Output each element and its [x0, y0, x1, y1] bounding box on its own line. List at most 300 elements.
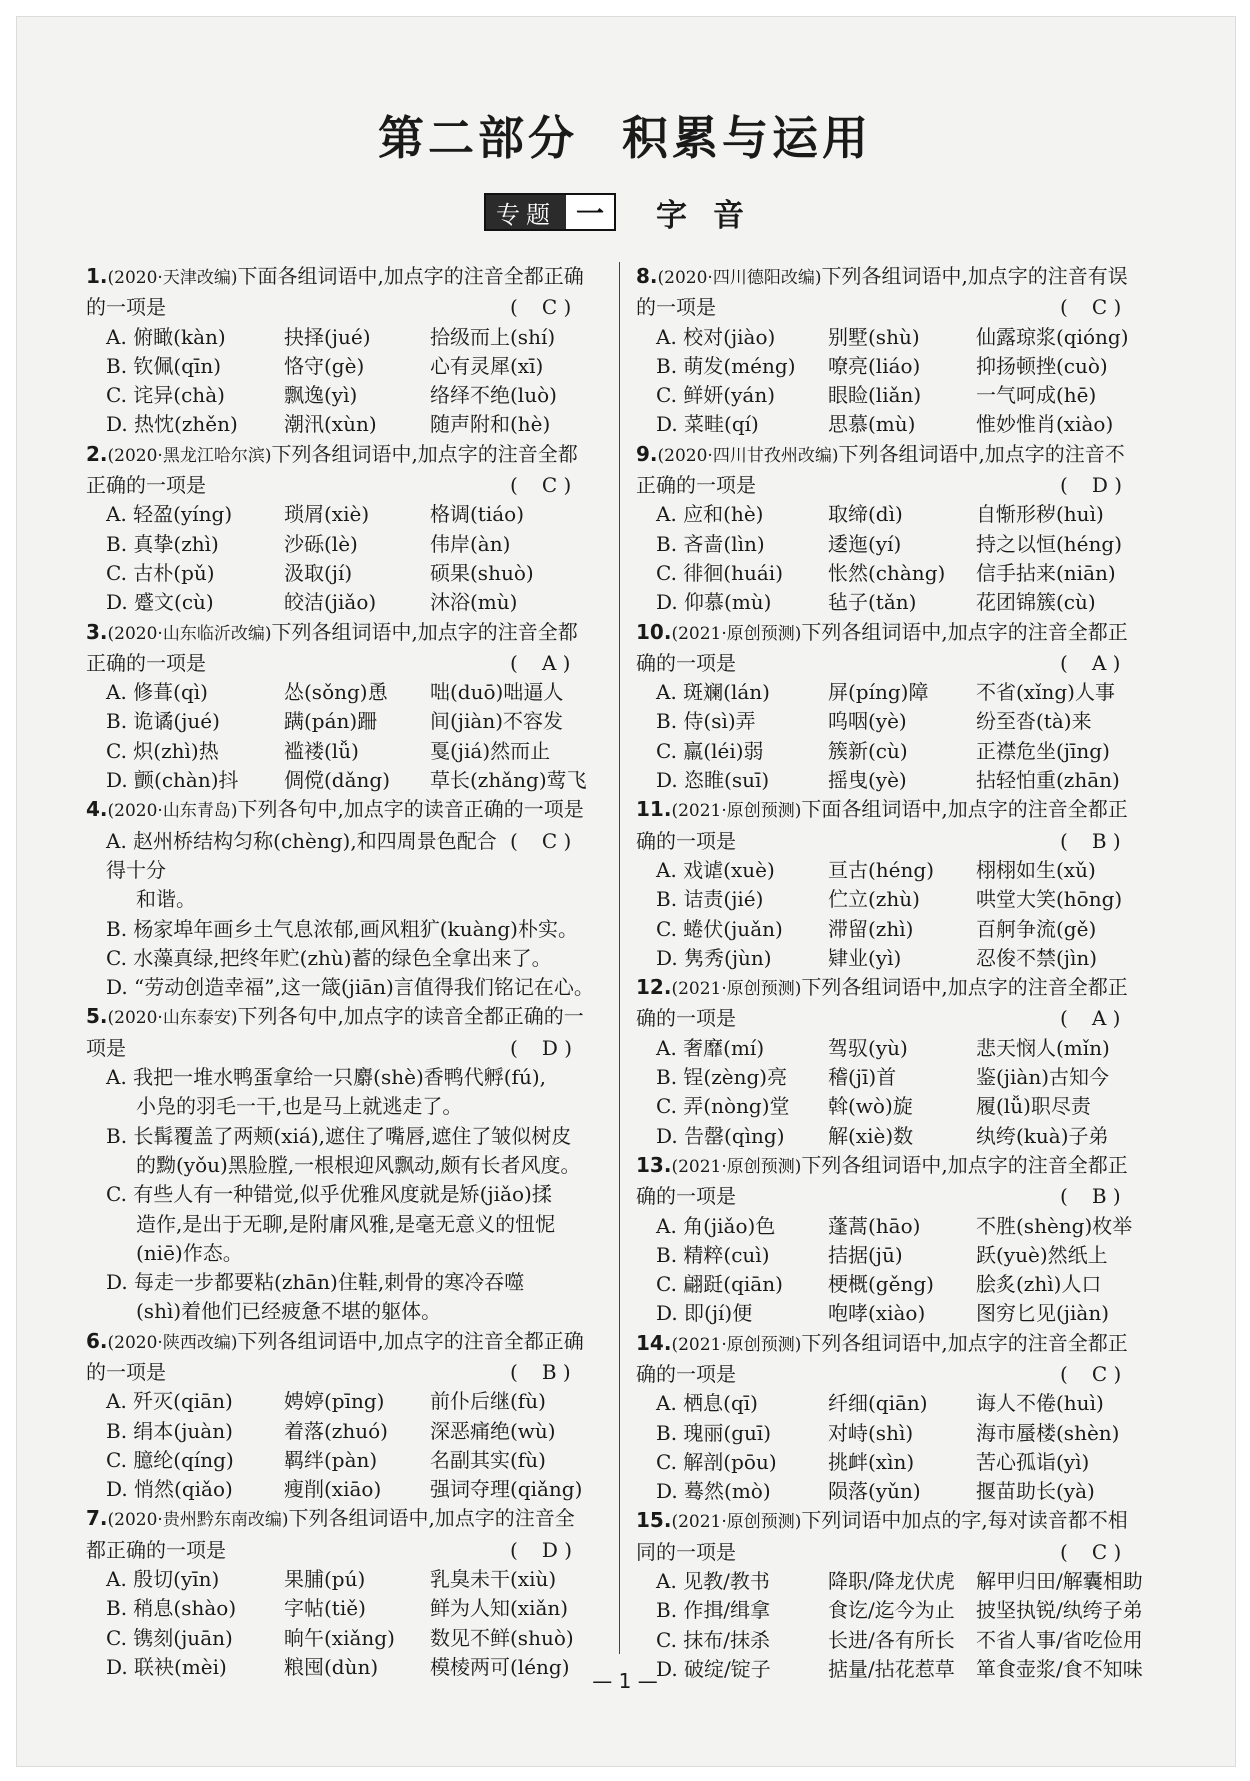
option-row: [86, 381, 594, 410]
answer-bracket: [1060, 293, 1144, 322]
question-source: (2020·天津改编): [107, 268, 238, 288]
option-word-1: C. 弄(nòng)堂: [656, 1094, 790, 1119]
option-word-1: B. 绢本(juàn): [106, 1418, 233, 1443]
question-number: 11.: [636, 797, 672, 822]
option-row: [86, 1624, 594, 1653]
option-word-2: 怅然(chàng): [828, 560, 946, 585]
question-block: [86, 1002, 594, 1326]
answer-bracket: [1060, 827, 1144, 856]
question-number: 3.: [86, 619, 108, 644]
option-row: [636, 1034, 1144, 1063]
question-block: [636, 1329, 1144, 1507]
bracket-open: (: [1060, 1361, 1068, 1386]
option-row: [86, 1475, 594, 1504]
question-text: 下列各组词语中,加点字的注音全都正确的一项是: [86, 441, 578, 498]
bracket-open: (: [1060, 650, 1068, 675]
option-word-2: 簇新(cù): [828, 738, 908, 763]
bracket-open: (: [1060, 1539, 1068, 1564]
bracket-close: ): [557, 473, 572, 498]
answer-letter: C: [541, 295, 558, 320]
option-word-1: D. 告罄(qìng): [656, 1123, 785, 1148]
page-number: — 1 —: [592, 1669, 658, 1693]
answer-bracket: [510, 1034, 594, 1063]
answer-bracket: [510, 1536, 594, 1565]
option-word-2: 潮汛(xùn): [284, 412, 377, 437]
answer-bracket: [1060, 649, 1144, 678]
option-word-1: C. 炽(zhì)热: [106, 738, 219, 763]
question-block: [86, 1504, 594, 1682]
answer-bracket: [1060, 1004, 1144, 1033]
option-row: [636, 1092, 1144, 1121]
sentence-line: B. 杨家埠年画乡土气息浓郁,画风粗犷(kuàng)朴实。: [106, 916, 578, 941]
option-row: [636, 1241, 1144, 1270]
option-word-1: D. 隽秀(jùn): [656, 945, 772, 970]
question-source: (2021·原创预测): [671, 1156, 802, 1177]
option-word-1: C. 抹布/抹杀: [656, 1627, 771, 1652]
bracket-close: ): [557, 295, 572, 320]
option-word-2: 毡子(tǎn): [828, 590, 917, 615]
question-text: 下列各组词语中,加点字的注音全都正确的一项是: [86, 619, 578, 675]
option-word-2: 滞留(zhì): [828, 916, 914, 941]
answer-bracket: [510, 293, 594, 322]
option-word-2: 果脯(pú): [284, 1567, 366, 1592]
bracket-close: ): [1106, 1184, 1121, 1209]
option-word-3: 百舸争流(gě): [976, 916, 1097, 941]
sentence-line: A. 赵州桥结构匀称(chèng),和四周景色配合得十分: [106, 828, 497, 882]
option-word-2: 解(xiè)数: [828, 1123, 914, 1148]
question-number: 6.: [86, 1328, 108, 1353]
part-name: 积累与运用: [622, 111, 872, 165]
option-word-2: 肄业(yì): [828, 945, 902, 970]
bracket-open: (: [1060, 828, 1068, 853]
option-word-3: 忍俊不禁(jìn): [976, 945, 1098, 970]
option-word-3: 披坚执锐/纨绔子弟: [976, 1598, 1143, 1623]
option-word-1: B. 作揖/缉拿: [656, 1598, 771, 1623]
option-word-1: B. 吝啬(lìn): [656, 531, 765, 556]
option-word-3: 不胜(shèng)枚举: [976, 1213, 1133, 1238]
option-word-3: 拾级而上(shí): [430, 324, 556, 349]
option-word-1: B. 瑰丽(guī): [656, 1420, 772, 1445]
bracket-open: (: [1060, 295, 1068, 320]
sentence-line: B. 长髯覆盖了两颊(xiá),遮住了嘴唇,遮住了皱似树皮: [106, 1123, 572, 1148]
option-word-1: B. 稍息(shào): [106, 1596, 237, 1621]
option-row: [636, 559, 1144, 588]
option-word-3: 不省人事/省吃俭用: [976, 1627, 1143, 1652]
option-word-1: B. 钦佩(qīn): [106, 353, 222, 378]
option-sentence: [86, 915, 594, 944]
question-source: (2020·山东泰安): [107, 1008, 238, 1029]
answer-letter: A: [1091, 1006, 1107, 1031]
question-block: [636, 618, 1144, 796]
topic-label: 专题: [486, 195, 566, 229]
question-number: 8.: [636, 264, 658, 288]
option-row: [636, 766, 1144, 795]
option-row: [636, 323, 1144, 352]
answer-letter: C: [541, 473, 558, 498]
sentence-line: C. 水藻真绿,把终年贮(zhù)蓄的绿色全拿出来了。: [106, 945, 552, 970]
option-word-2: 着落(zhuó): [284, 1418, 388, 1443]
option-word-3: 格调(tiáo): [430, 502, 525, 527]
option-word-2: 食讫/迄今为止: [828, 1598, 955, 1623]
option-word-1: D. 颤(chàn)抖: [106, 768, 239, 793]
question-text: 下列各组词语中,加点字的注音全都正确的一项是: [86, 1506, 575, 1562]
option-row: [636, 1389, 1144, 1418]
option-word-2: 沙砾(lè): [284, 531, 358, 556]
option-word-1: B. 精粹(cuì): [656, 1242, 770, 1267]
question-number: 14.: [636, 1330, 672, 1355]
option-row: [636, 1596, 1144, 1625]
bracket-close: ): [1107, 295, 1122, 320]
question-number: 9.: [636, 441, 658, 466]
option-word-3: 戛(jiá)然而止: [430, 738, 551, 763]
bracket-open: (: [1060, 1006, 1068, 1031]
option-word-1: C. 古朴(pǔ): [106, 560, 215, 585]
topic-header: [484, 194, 770, 234]
option-row: [86, 530, 594, 559]
option-word-2: 亘古(héng): [828, 857, 935, 882]
question-block: [636, 1506, 1144, 1684]
question-number: 10.: [636, 619, 672, 644]
option-word-1: D. 蹙文(cù): [106, 590, 214, 615]
option-word-2: 蹒(pán)跚: [284, 709, 378, 734]
bracket-close: ): [556, 1359, 571, 1384]
option-word-3: 乳臭未干(xiù): [430, 1567, 557, 1592]
option-word-1: C. 羸(léi)弱: [656, 738, 764, 763]
bracket-close: ): [1107, 1539, 1122, 1564]
question-source: (2020·四川甘孜州改编): [657, 445, 839, 466]
option-row: [86, 410, 594, 439]
answer-bracket: [1060, 1182, 1144, 1211]
question-stem: [636, 618, 1144, 679]
option-word-3: 箪食壶浆/食不知味: [976, 1656, 1143, 1681]
option-sentence: [86, 1063, 594, 1122]
option-sentence: [86, 973, 594, 1002]
option-row: [636, 588, 1144, 617]
option-word-3: 硕果(shuò): [430, 560, 534, 585]
option-row: [636, 352, 1144, 381]
option-word-2: 稽(jī)首: [828, 1065, 897, 1090]
option-word-1: C. 解剖(pōu): [656, 1449, 777, 1474]
option-word-3: 仙露琼浆(qióng): [976, 324, 1129, 349]
sentence-continuation: 小凫的羽毛一干,也是马上就逃走了。: [136, 1094, 463, 1119]
option-word-3: 不省(xǐng)人事: [976, 680, 1115, 705]
question-source: (2020·黑龙江哈尔滨): [107, 445, 272, 466]
bracket-open: (: [1060, 473, 1068, 498]
option-word-2: 对峙(shì): [828, 1420, 914, 1445]
bracket-close: ): [1107, 473, 1123, 498]
option-word-2: 屏(píng)障: [828, 680, 929, 705]
left-column: [86, 262, 594, 1682]
option-word-2: 陨落(yǔn): [828, 1479, 921, 1504]
option-row: [86, 1417, 594, 1446]
option-word-2: 别墅(shù): [828, 324, 920, 349]
question-text: 下列各组词语中,加点字的注音全都正确的一项是: [636, 1152, 1128, 1209]
option-sentence: [86, 1122, 594, 1181]
sentence-continuation: 的黝(yǒu)黑脸膛,一根根迎风飘动,颇有长者风度。: [136, 1152, 581, 1177]
bracket-open: (: [510, 295, 518, 320]
option-word-2: 梗概(gěng): [828, 1272, 934, 1297]
option-word-3: 解甲归田/解囊相助: [976, 1569, 1143, 1594]
option-word-3: 哄堂大笑(hōng): [976, 887, 1123, 912]
option-row: [636, 1299, 1144, 1328]
question-stem: [86, 1327, 594, 1388]
bracket-open: (: [510, 473, 518, 498]
option-word-3: 悲天悯人(mǐn): [976, 1035, 1110, 1060]
option-word-2: 思慕(mù): [828, 412, 916, 437]
option-row: [86, 500, 594, 529]
option-word-3: 信手拈来(niān): [976, 560, 1116, 585]
question-number: 13.: [636, 1152, 672, 1177]
question-text: 下列各组词语中,加点字的注音不正确的一项是: [636, 441, 1125, 498]
option-word-1: A. 应和(hè): [656, 502, 764, 527]
option-word-2: 粮囤(dùn): [284, 1654, 379, 1679]
option-word-1: A. 俯瞰(kàn): [106, 324, 226, 349]
question-block: [86, 440, 594, 618]
sentence-continuation: (niē)作态。: [136, 1240, 243, 1265]
question-stem: [86, 262, 594, 323]
option-word-1: A. 见教/教书: [656, 1569, 770, 1594]
question-block: [86, 618, 594, 796]
sentence-continuation: 和谐。: [136, 887, 196, 912]
option-word-2: 长进/各有所长: [828, 1627, 955, 1652]
question-source: (2020·贵州黔东南改编): [107, 1510, 289, 1531]
question-text: 下列各组词语中,加点字的注音有误的一项是: [636, 264, 1128, 320]
option-word-1: A. 轻盈(yíng): [106, 502, 233, 527]
option-word-1: A. 歼灭(qiān): [106, 1389, 233, 1414]
option-word-2: 娉婷(pīng): [284, 1389, 385, 1414]
option-word-3: 草长(zhǎng)莺飞: [430, 768, 587, 793]
question-number: 12.: [636, 975, 672, 1000]
option-word-2: 逶迤(yí): [828, 531, 902, 556]
page-title: [0, 102, 1250, 168]
option-row: [636, 1567, 1144, 1596]
option-word-3: 惟妙惟肖(xiào): [976, 412, 1114, 437]
option-word-1: B. 侍(sì)弄: [656, 709, 756, 734]
option-row: [636, 1448, 1144, 1477]
option-word-1: D. 联袂(mèi): [106, 1654, 227, 1679]
option-word-3: 苦心孤诣(yì): [976, 1449, 1090, 1474]
option-word-3: 诲人不倦(huì): [976, 1391, 1104, 1416]
question-stem: [86, 1002, 594, 1063]
option-word-3: 数见不鲜(shuò): [430, 1625, 574, 1650]
option-row: [636, 1063, 1144, 1092]
option-row: [86, 1594, 594, 1623]
question-source: (2020·山东临沂改编): [107, 623, 272, 644]
option-row: [86, 323, 594, 352]
option-word-2: 取缔(dì): [828, 502, 903, 527]
option-row: [86, 1387, 594, 1416]
answer-letter: B: [1091, 1184, 1107, 1209]
option-word-2: 褴褛(lǚ): [284, 738, 359, 763]
question-stem: [86, 618, 594, 679]
question-number: 15.: [636, 1508, 672, 1533]
option-word-2: 嘹亮(liáo): [828, 353, 921, 378]
question-text: 下面各组词语中,加点字的注音全都正确的一项是: [86, 264, 584, 320]
option-word-2: 眼睑(liǎn): [828, 383, 922, 408]
answer-bracket: [1060, 1538, 1144, 1567]
bracket-open: (: [1060, 1184, 1068, 1209]
question-block: [636, 1151, 1144, 1329]
question-block: [86, 795, 594, 1002]
question-source: (2021·原创预测): [671, 623, 802, 644]
option-word-3: 心有灵犀(xī): [430, 353, 544, 378]
option-word-2: 飘逸(yì): [284, 383, 358, 408]
question-block: [636, 440, 1144, 618]
option-word-3: 栩栩如生(xǔ): [976, 857, 1096, 882]
bracket-open: (: [510, 1035, 518, 1060]
option-word-3: 鲜为人知(xiǎn): [430, 1596, 569, 1621]
option-row: [86, 1446, 594, 1475]
question-text: 下列各句中,加点字的读音正确的一项是: [237, 797, 584, 822]
question-block: [636, 795, 1144, 973]
option-row: [636, 678, 1144, 707]
option-word-1: C. 蜷伏(juǎn): [656, 916, 783, 941]
option-row: [636, 915, 1144, 944]
option-row: [86, 588, 594, 617]
answer-bracket: [510, 649, 594, 678]
option-word-3: 跃(yuè)然纸上: [976, 1242, 1108, 1267]
option-word-2: 纤细(qiān): [828, 1391, 928, 1416]
option-word-1: B. 诡谲(jué): [106, 709, 220, 734]
option-word-2: 蓬蒿(hāo): [828, 1213, 921, 1238]
question-source: (2021·原创预测): [671, 979, 802, 1000]
option-word-1: D. 蓦然(mò): [656, 1479, 771, 1504]
answer-letter: B: [541, 1359, 557, 1384]
option-row: [86, 678, 594, 707]
answer-bracket: [510, 827, 594, 856]
option-word-3: 揠苗助长(yà): [976, 1479, 1095, 1504]
answer-letter: C: [541, 828, 558, 853]
bracket-close: ): [1106, 1006, 1121, 1031]
option-word-1: A. 戏谑(xuè): [656, 857, 775, 882]
option-word-3: 前仆后继(fù): [430, 1389, 546, 1414]
option-row: [86, 1565, 594, 1594]
question-stem: [636, 1506, 1144, 1567]
question-stem: [636, 973, 1144, 1034]
option-word-2: 拮据(jū): [828, 1242, 903, 1267]
question-stem: [636, 262, 1144, 323]
answer-letter: D: [541, 1537, 558, 1562]
option-word-3: 间(jiàn)不容发: [430, 709, 564, 734]
question-block: [636, 973, 1144, 1151]
option-word-1: C. 臆纶(qíng): [106, 1447, 234, 1472]
option-word-1: B. 真挚(zhì): [106, 531, 219, 556]
option-row: [86, 766, 594, 795]
option-word-3: 花团锦簇(cù): [976, 590, 1096, 615]
option-word-3: 伟岸(àn): [430, 531, 511, 556]
option-word-3: 纨绔(kuà)子弟: [976, 1123, 1109, 1148]
option-word-1: A. 栖息(qī): [656, 1391, 758, 1416]
sentence-line: A. 我把一堆水鸭蛋拿给一只麝(shè)香鸭代孵(fú),: [106, 1065, 546, 1090]
option-word-1: D. 仰慕(mù): [656, 590, 772, 615]
answer-letter: C: [1091, 1361, 1108, 1386]
bracket-close: ): [1106, 650, 1121, 675]
option-word-1: B. 萌发(méng): [656, 353, 796, 378]
option-word-2: 挑衅(xìn): [828, 1449, 915, 1474]
option-word-2: 咆哮(xiào): [828, 1301, 926, 1326]
question-stem: [86, 440, 594, 501]
option-word-3: 随声附和(hè): [430, 412, 551, 437]
option-word-1: C. 镌刻(juān): [106, 1625, 233, 1650]
answer-letter: C: [1091, 295, 1108, 320]
option-row: [636, 1477, 1144, 1506]
option-word-3: 络绎不绝(luò): [430, 383, 557, 408]
option-row: [636, 737, 1144, 766]
option-row: [86, 737, 594, 766]
right-column: [636, 262, 1144, 1684]
option-word-2: 倜傥(dǎng): [284, 768, 391, 793]
question-source: (2020·陕西改编): [107, 1332, 238, 1353]
topic-number: 一: [566, 195, 614, 229]
answer-bracket: [510, 1358, 594, 1387]
bracket-open: (: [510, 1537, 518, 1562]
question-stem: [636, 1329, 1144, 1390]
option-row: [636, 1270, 1144, 1299]
option-sentence: [86, 1268, 594, 1327]
option-word-3: 脍炙(zhì)人口: [976, 1272, 1102, 1297]
bracket-open: (: [510, 650, 518, 675]
bracket-close: ): [1106, 828, 1121, 853]
option-word-1: C. 徘徊(huái): [656, 560, 783, 585]
option-word-1: D. 菜畦(qí): [656, 412, 759, 437]
option-word-1: A. 修葺(qì): [106, 680, 208, 705]
question-text: 下列各句中,加点字的读音全都正确的一项是: [86, 1004, 584, 1060]
option-word-2: 伫立(zhù): [828, 887, 920, 912]
option-word-1: B. 锃(zèng)亮: [656, 1065, 788, 1090]
question-stem: [636, 795, 1144, 856]
option-word-3: 强词夺理(qiǎng): [430, 1477, 583, 1502]
option-row: [636, 530, 1144, 559]
question-block: [86, 262, 594, 440]
bracket-close: ): [556, 650, 571, 675]
option-word-2: 晌午(xiǎng): [284, 1625, 395, 1650]
option-word-2: 抉择(jué): [284, 324, 371, 349]
question-source: (2020·四川德阳改编): [657, 268, 822, 288]
bracket-close: ): [557, 828, 572, 853]
option-word-2: 呜咽(yè): [828, 709, 907, 734]
answer-letter: B: [1091, 828, 1107, 853]
question-number: 2.: [86, 441, 108, 466]
option-word-3: 纷至沓(tà)来: [976, 709, 1092, 734]
question-stem: [636, 440, 1144, 501]
answer-letter: A: [1091, 650, 1107, 675]
answer-bracket: [1060, 1360, 1144, 1389]
question-stem: [86, 795, 594, 853]
sentence-line: D. “劳动创造幸福”,这一箴(jiān)言值得我们铭记在心。: [106, 975, 594, 1000]
question-number: 1.: [86, 264, 108, 288]
option-word-3: 名副其实(fù): [430, 1447, 546, 1472]
option-word-2: 琐屑(xiè): [284, 502, 370, 527]
topic-name: 字音: [656, 197, 770, 234]
option-word-2: 摇曳(yè): [828, 768, 907, 793]
question-source: (2021·原创预测): [671, 1334, 802, 1355]
column-divider: [619, 262, 620, 1654]
option-word-3: 持之以恒(héng): [976, 531, 1123, 556]
option-word-1: A. 斑斓(lán): [656, 680, 770, 705]
answer-bracket: [510, 471, 594, 500]
question-text: 下列词语中加点的字,每对读音都不相同的一项是: [636, 1508, 1128, 1564]
option-word-2: 怂(sǒng)恿: [284, 680, 388, 705]
option-row: [636, 856, 1144, 885]
option-word-3: 模棱两可(léng): [430, 1654, 570, 1679]
answer-letter: D: [541, 1035, 558, 1060]
question-text: 下列各组词语中,加点字的注音全都正确的一项是: [86, 1328, 584, 1384]
option-word-3: 正襟危坐(jīng): [976, 738, 1110, 763]
question-source: (2020·山东青岛): [107, 801, 238, 822]
question-number: 7.: [86, 1506, 108, 1531]
option-word-2: 斡(wò)旋: [828, 1094, 913, 1119]
option-row: [636, 1212, 1144, 1241]
